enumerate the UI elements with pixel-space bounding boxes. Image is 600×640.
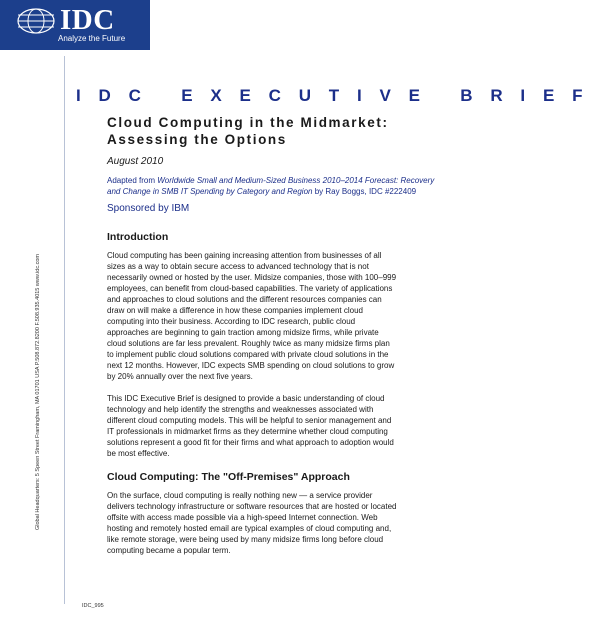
title-line-2: Assessing the Options [107,132,287,147]
adapted-source-title: Worldwide Small and Medium-Sized Business 2010–2014 Forecast: Recovery and Change in SMB IT Spending by Category and Region [107,176,435,196]
sponsor-line: Sponsored by IBM [107,203,190,214]
logo-band [0,0,150,50]
intro-paragraph-1: Cloud computing has been gaining increasing attention from businesses of all sizes as a way to obtain secure access to advanced technology that is not necessarily owned or hosted by the user. Midsize companies, those with 100–999 employees, can benefit from cloud-based capabilities. The variety of applications and approaches to cloud solutions and the different resources companies can draw on will make a difference in how these companies implement cloud computing into their business. According to IDC research, public cloud approaches are beginning to gain traction among midsize firms, while private cloud solutions are far less prevalent. Roughly twice as many midsize firms plan to implement public cloud solutions compared with private cloud solutions in the next 12 months. However, IDC expects SMB spending on cloud solutions to grow by 20% annually over the next five years. [107,251,397,381]
logo-tagline: Analyze the Future [58,34,126,43]
publication-date: August 2010 [107,156,164,167]
vertical-rule [64,56,65,604]
sidebar-address: Global Headquarters: 5 Speen Street Framingham, MA 01701 USA P.508.872.8200 F.508.935.4015 www.idc.com [35,254,41,530]
footer-doc-code: IDC_995 [82,603,104,609]
intro-paragraph-2: This IDC Executive Brief is designed to provide a basic understanding of cloud technology and help identify the strengths and weaknesses associated with different cloud computing models. This will be helpful to senior management and IT professionals in midmarket firms as they determine whether cloud computing solutions represent a good fit for their firms and what approach to adoption would be most effective. [107,394,394,458]
logo-wordmark: IDC [60,4,115,36]
section-heading-introduction: Introduction [107,231,169,243]
title-line-1: Cloud Computing in the Midmarket: [107,115,389,130]
adapted-suffix: by Ray Boggs, IDC #222409 [312,187,417,196]
globe-icon [16,8,56,34]
document-title [107,114,467,148]
brief-title: IDC EXECUTIVE BRIEF [76,86,600,105]
section-heading-off-premises: Cloud Computing: The "Off-Premises" Approach [107,471,350,483]
adapted-from-note [107,175,447,197]
adapted-prefix: Adapted from [107,176,158,185]
off-premises-paragraph-1: On the surface, cloud computing is really nothing new — a service provider delivers technology infrastructure or software resources that are hosted or located offsite with access made possible via a high-speed Internet connection. Web hosting and remotely hosted email are typical examples of cloud computing and, like remote storage, were being used by many midsize firms long before cloud computing became a popular term. [107,491,397,555]
